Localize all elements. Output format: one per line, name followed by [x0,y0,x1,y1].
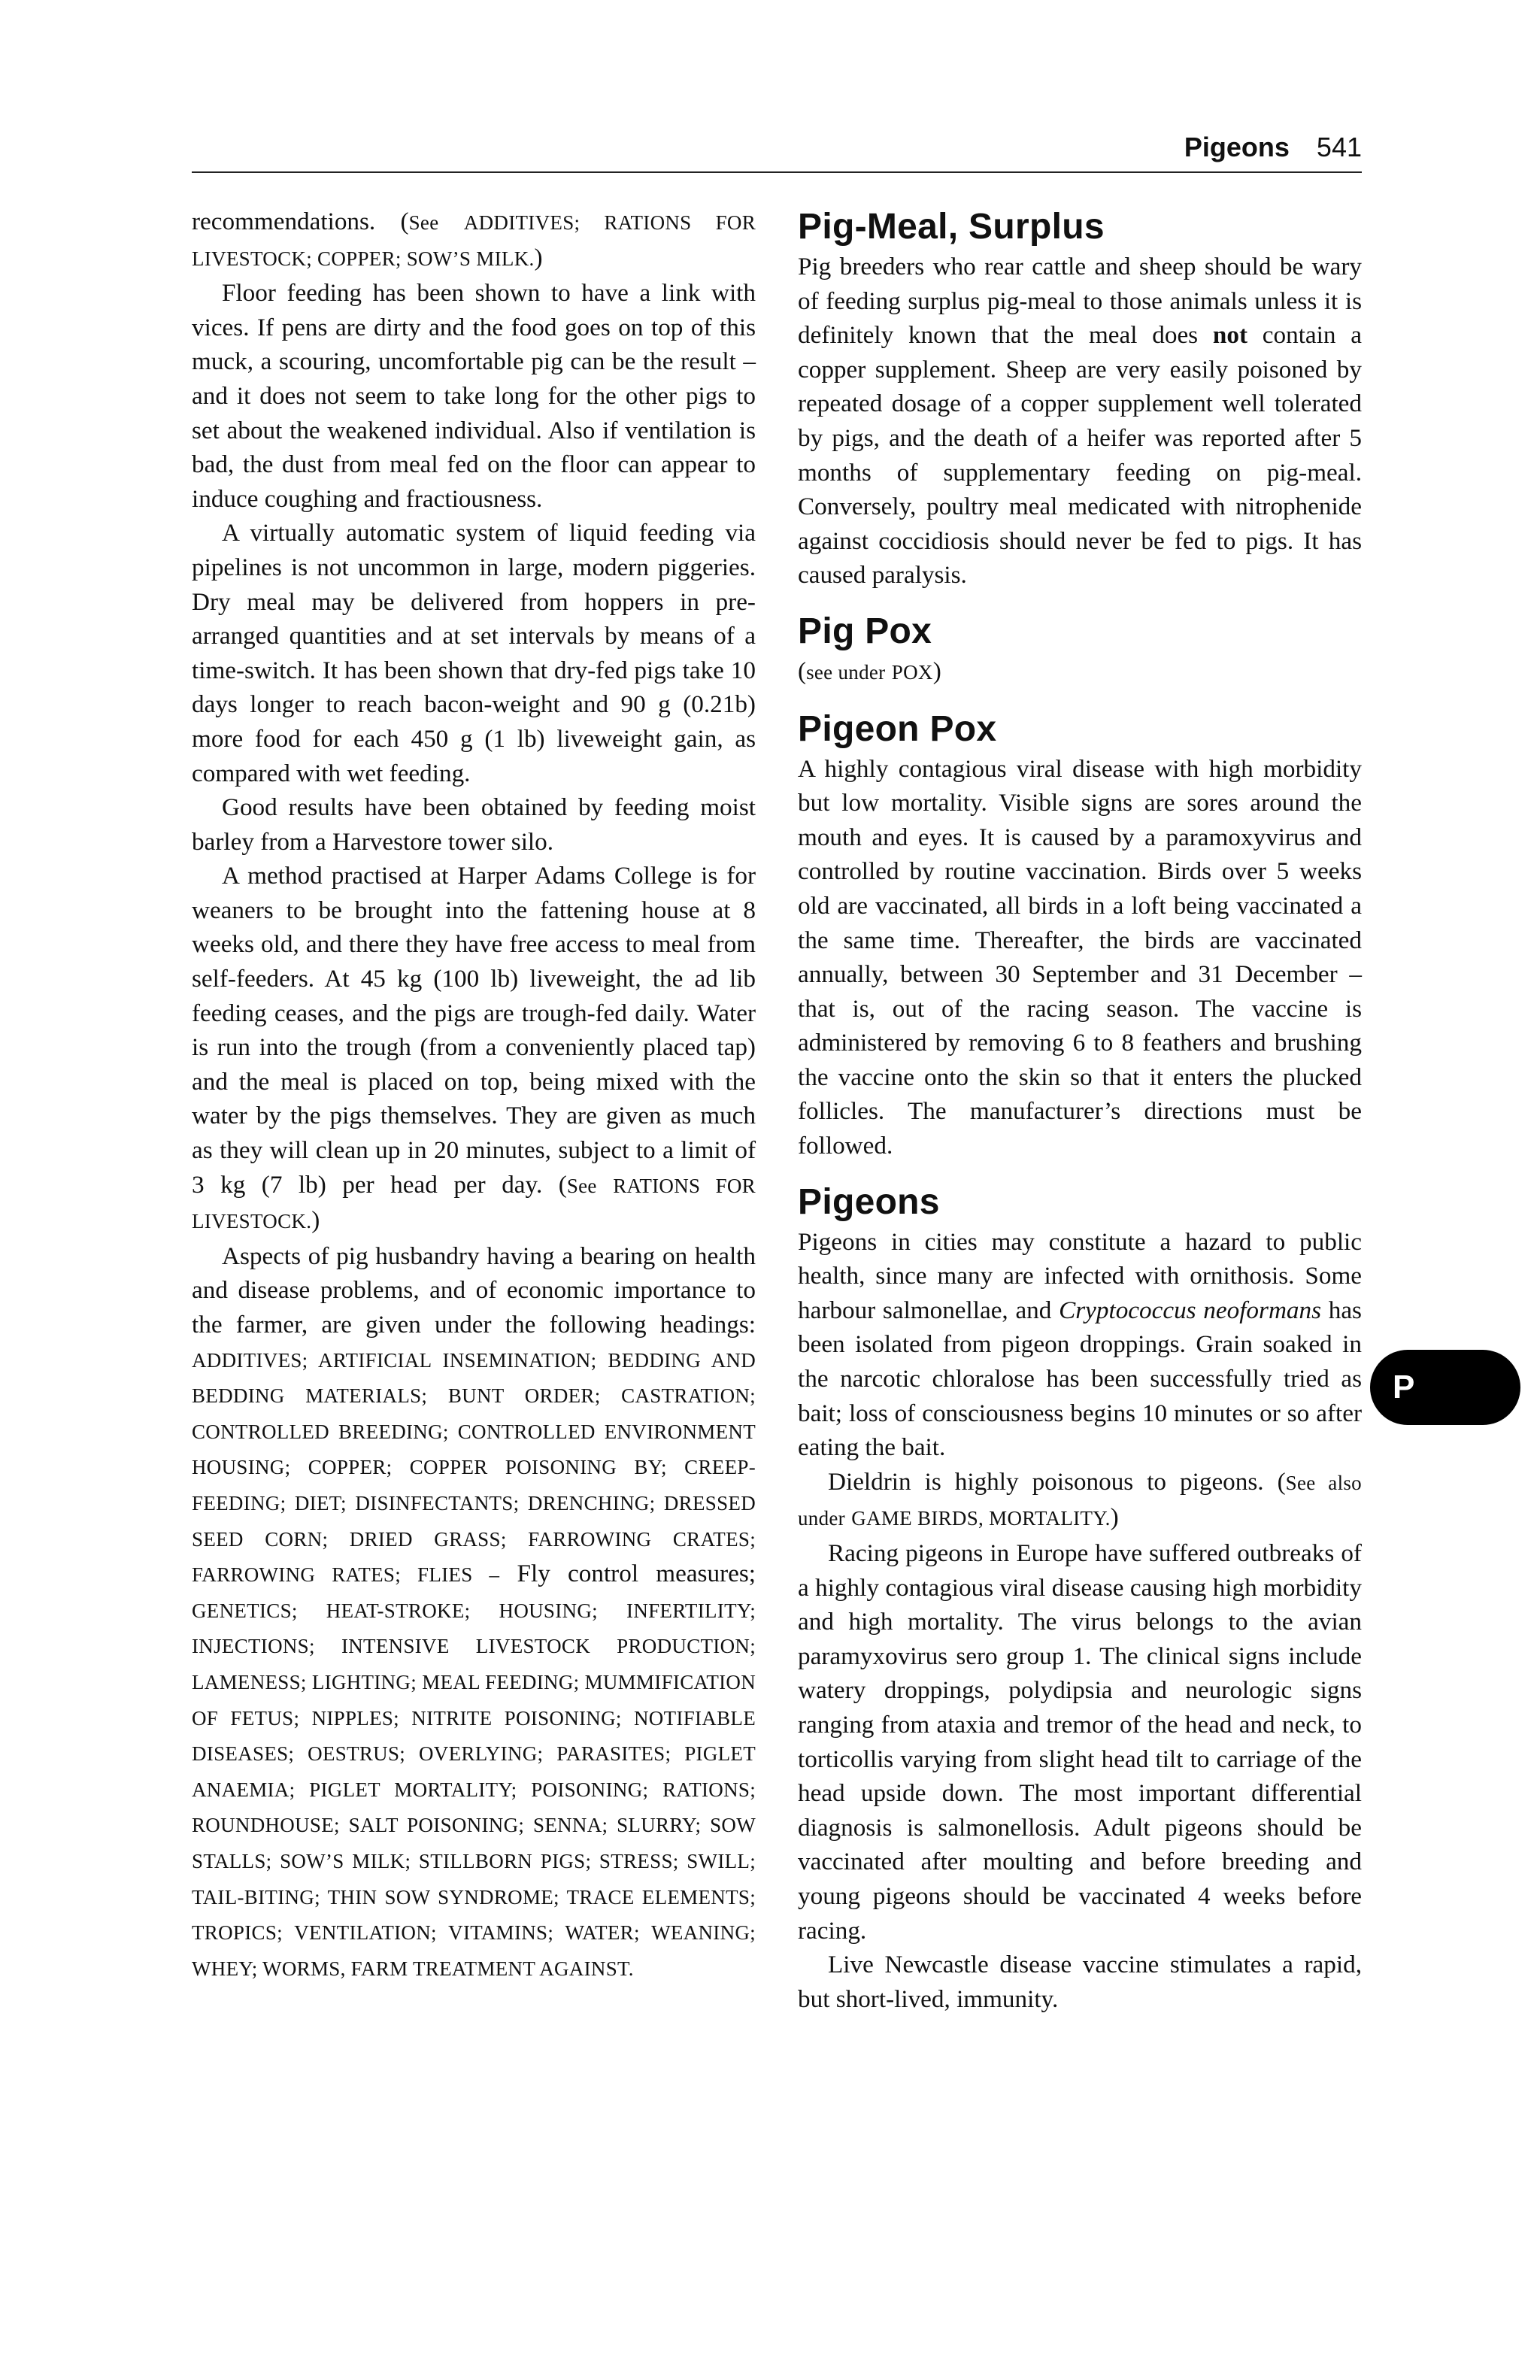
body-text: Pigeons in cities may constitute a hazard to public health, since many are infected with ornithosis. Some harbour salmonellae, and [798,1227,1362,1324]
thumb-index-letter: P [1393,1369,1415,1405]
body-text: Dieldrin is highly poisonous to pigeons. ( [828,1467,1286,1496]
paragraph [192,1239,756,1986]
italic-text: Cryptococcus neoformans [1059,1296,1322,1324]
entry-heading-pig-meal-surplus: Pig-Meal, Surplus [798,207,1105,247]
paragraph: Live Newcastle disease vaccine stimulates a rapid, but short-lived, immunity. [798,1951,1362,2013]
body-text: has been isolated from pigeon droppings. Grain soaked in the narcotic chloralose has been successfully tried as bait; loss of consciousness begins 10 minutes or so after eating the bait. [798,1296,1362,1462]
see-label: See [408,211,439,234]
body-text: ( [798,656,807,685]
body-text: A method practised at Harper Adams College is for weaners to be brought into the fattening house at 8 weeks old, and there they have free access to meal from self-feeders. At 45 kg (100 lb) liveweight, the ad lib feeding ceases, and the pigs are trough-fed daily. Water is run into the trough (from a conveniently placed tap) and the meal is placed on top, being mixed with the water by the pigs themselves. They are given as much as they will clean up in 20 minutes, subject to a limit of 3 kg (7 lb) per head per day. ( [192,862,756,1199]
see-label: see under [806,660,886,684]
paragraph [798,250,1362,593]
paragraph [798,1225,1362,1465]
paragraph [798,1465,1362,1536]
body-text: contain a copper supplement. Sheep are very easily poisoned by repeated dosage of a copper supplement well tolerated by pigs, and the death of a heifer was reported after 5 months of supplementary feeding on pig-meal. Conversely, poultry meal medicated with nitrophenide against coccidiosis should never be fed to pigs. It has caused paralysis. [798,321,1362,590]
paragraph: A highly contagious viral disease with high morbidity but low mortality. Visible signs are sores around the mouth and eyes. It is caused by a paramoxyvirus and controlled by routine vaccination. Birds over 5 weeks old are vaccinated, all birds in a loft being vaccinated a the same time. Thereafter, the birds are vaccinated annually, between 30 September and 31 December – that is, out of the racing season. The vaccine is administered by removing 6 to 8 feathers and brushing the vaccine onto the skin so that it enters the plucked follicles. The manufacturer’s directions must be followed. [798,754,1362,1160]
entry-heading-pigeon-pox: Pigeon Pox [798,708,997,749]
thumb-index-tab [1370,1350,1520,1425]
paragraph [798,654,1362,690]
cross-reference: POX [891,660,933,684]
cross-reference: ADDITIVES; RATIONS FOR LIVESTOCK; COPPER; SOW’S MILK. [192,211,756,270]
page-number: 541 [1316,132,1362,162]
paragraph: Racing pigeons in Europe have suffered outbreaks of a highly contagious viral disease causing high morbidity and high mortality. The virus belongs to the avian paramyxovirus sero group 1. The clinical signs include watery droppings, polydipsia and neurologic signs ranging from ataxia and tremor of the head and neck, to torticollis varying from slight head tilt to carriage of the head upside down. The most important differential diagnosis is salmonellosis. Adult pigeons should be vaccinated after moulting and before breeding and young pigeons should be vaccinated 4 weeks before racing. [798,1539,1362,1945]
see-label: See also under [798,1471,1362,1530]
paragraph [192,205,756,276]
cross-reference: RATIONS FOR LIVESTOCK. [192,1174,756,1233]
running-head-title: Pigeons [1184,132,1290,162]
body-text: ) [932,656,941,685]
paragraph [192,859,756,1239]
body-text: recommendations. ( [192,208,409,235]
paragraph: A virtually automatic system of liquid feeding via pipelines is not uncommon in large, modern piggeries. Dry meal may be delivered from hoppers in pre-arranged quantities and at set intervals by means of a time-switch. It has been shown that dry-fed pigs take 10 days longer to reach bacon-weight and 90 g (0.21b) more food for each 450 g (1 lb) liveweight gain, as compared with wet feeding. [192,519,756,787]
body-text: ) [534,243,543,271]
cross-reference-list: ADDITIVES; ARTIFICIAL INSEMINATION; BEDDING AND BEDDING MATERIALS; BUNT ORDER; CASTRATION; CONTROLLED BREEDING; CONTROLLED ENVIRONMENT HOUSING; COPPER; COPPER POISONING BY; CREEP-FEEDING; DIET; DISINFECTANTS; DRENCHING; DRESSED SEED CORN; DRIED GRASS; FARROWING CRATES; FARROWING RATES; FLIES – [192,1348,756,1587]
entry-heading-pigeons: Pigeons [798,1181,940,1222]
body-text: Aspects of pig husbandry having a bearing on health and disease problems, and of economic importance to the farmer, are given under the following headings: [192,1242,756,1339]
entry-heading-pig-pox: Pig Pox [798,611,932,651]
right-column [798,205,1362,2016]
body-text: ) [311,1206,320,1235]
cross-reference: GAME BIRDS, MORTALITY. [851,1507,1111,1530]
cross-reference-list: GENETICS; HEAT-STROKE; HOUSING; INFERTILITY; INJECTIONS; INTENSIVE LIVESTOCK PRODUCTION; LAMENESS; LIGHTING; MEAL FEEDING; MUMMIFICATION OF FETUS; NIPPLES; NITRITE POISONING; NOTIFIABLE DISEASES; OESTRUS; OVERLYING; PARASITES; PIGLET ANAEMIA; PIGLET MORTALITY; POISONING; RATIONS; ROUNDHOUSE; SALT POISONING; SENNA; SLURRY; SOW STALLS; SOW’S MILK; STILLBORN PIGS; STRESS; SWILL; TAIL-BITING; THIN SOW SYNDROME; TRACE ELEMENTS; TROPICS; VENTILATION; VITAMINS; WATER; WEANING; WHEY; WORMS, FARM TREATMENT AGAINST. [192,1599,756,1980]
bold-text: not [1212,321,1247,350]
body-text: Pig breeders who rear cattle and sheep should be wary of feeding surplus pig-meal to those animals unless it is definitely known that the meal does [798,253,1362,350]
body-text: ) [1110,1503,1119,1532]
running-head [192,126,1362,173]
body-text: Fly control measures; [499,1560,756,1588]
see-label: See [566,1174,597,1197]
left-column [192,205,756,1986]
paragraph: Good results have been obtained by feeding moist barley from a Harvestore tower silo. [192,793,756,856]
paragraph: Floor feeding has been shown to have a link with vices. If pens are dirty and the food goes on top of this muck, a scouring, uncomfortable pig can be the result – and it does not seem to take long for the other pigs to set about the weakened individual. Also if ventilation is bad, the dust from meal fed on the floor can appear to induce coughing and fractiousness. [192,279,756,513]
